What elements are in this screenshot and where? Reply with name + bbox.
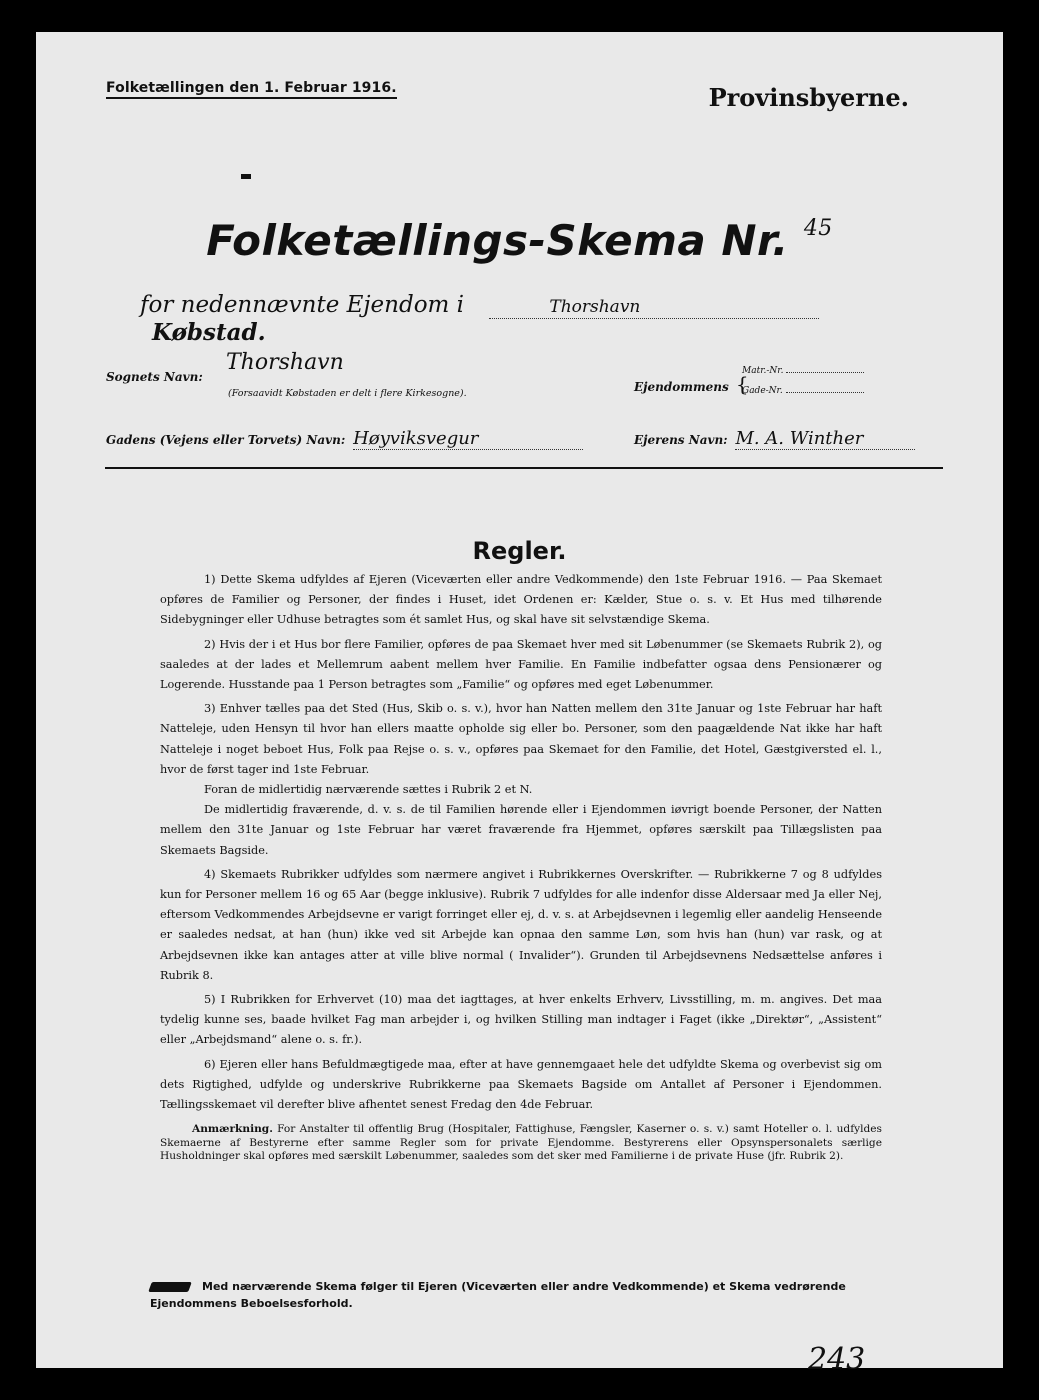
census-form-page <box>36 32 1003 1377</box>
property-place-field <box>489 292 819 319</box>
sogn-label: Sognets Navn: <box>106 370 203 384</box>
rule-1: 1) Dette Skema udfyldes af Ejeren (Viceværten eller andre Vedkommende) den 1ste Februar 1916. — Paa Skemaet opføres de Familier og Personer, der findes i Huset, idet Ordenen er: Kælder, Stue o. s. v. Et Hus med tilhørende Sidebygninger eller Udhuse betragtes som ét samlet Hus, og skal have sit selvstændige Skema. <box>160 573 882 627</box>
divider-line <box>105 467 943 469</box>
header-region: Provinsbyerne. <box>708 83 909 112</box>
pointing-hand-icon <box>148 1282 192 1292</box>
note-paragraph <box>160 1123 882 1164</box>
property-prefix: for nedennævnte Ejendom i <box>140 292 465 318</box>
sogn-value-handwritten: Thorshavn <box>226 350 344 375</box>
property-line <box>140 292 900 346</box>
ejer-value-handwritten: M. A. Winther <box>735 428 864 449</box>
rule-3-absent-note: De midlertidig fraværende, d. v. s. de til Familien hørende eller i Ejendommen iøvrigt boende Personer, der Natten mellem den 31te Januar og 1ste Februar har været fraværende fra Hjemmet, opføres særskilt paa Tillægslisten paa Skemaets Bagside. <box>160 803 882 857</box>
rule-3: 3) Enhver tælles paa det Sted (Hus, Skib o. s. v.), hvor han Natten mellem den 31te Januar og 1ste Februar har haft Natteleje, uden Hensyn til hvor han ellers maatte opholde sig eller bo. Personer, som den paagældende Nat ikke har haft Natteleje i noget beboet Hus, Folk paa Rejse o. s. v., opføres paa Skemaet for den Familie, det Hotel, Gæstgiversted el. l., hvor de først tager ind 1ste Februar. <box>160 702 882 776</box>
rule-2: 2) Hvis der i et Hus bor flere Familier, opføres de paa Skemaet hver med sit Løbenummer (se Skemaets Rubrik 2), og saaledes at der lades et Mellemrum aabent mellem hver Familie. En Familie indbefatter ogsaa dens Pensionærer og Logerende. Husstande paa 1 Person betragtes som „Familie“ og opføres med eget Løbenummer. <box>160 637 882 692</box>
rule-3-n-note: Foran de midlertidig nærværende sættes i Rubrik 2 et N. <box>204 783 533 797</box>
form-title <box>36 216 1003 265</box>
property-place-handwritten: Thorshavn <box>549 297 641 317</box>
note-label: Anmærkning. <box>192 1123 273 1136</box>
gade-row <box>106 428 583 450</box>
rule-6: 6) Ejeren eller hans Befuldmægtigede maa, efter at have gennemgaaet hele det udfyldte Skema og overbevist sig om dets Rigtighed, udfylde og underskrive Rubrikkerne paa Skemaets Bagside om Antallet af Personer i Ejendommen. Tællingsskemaet vil derefter blive afhentet senest Fredag den 4de Februar. <box>160 1057 882 1112</box>
rules-heading: Regler. <box>472 537 567 565</box>
note-text: For Anstalter til offentlig Brug (Hospitaler, Fattighuse, Fængsler, Kaserner o. s. v.) samt Hoteller o. l. udfyldes Skemaerne af Bestyrerne efter samme Regler som for private Ejendomme. Bestyrerens eller Opsynspersonalets særlige Husholdninger skal opføres med særskilt Løbenummer, saaledes som det sker med Familierne i de private Huse (jfr. Rubrik 2). <box>160 1123 882 1163</box>
ejer-label: Ejerens Navn: <box>634 433 728 447</box>
ejendommens-label: Ejendommens { <box>634 372 749 396</box>
sogn-note: (Forsaavidt Købstaden er delt i flere Kirkesogne). <box>228 388 467 399</box>
matr-nr-label: Matr.-Nr. <box>742 366 864 376</box>
form-number-handwritten: 45 <box>803 216 833 241</box>
printed-dash <box>241 174 251 179</box>
matr-nr-field <box>786 372 864 373</box>
rule-5: 5) I Rubrikken for Erhvervet (10) maa det iagttages, at hver enkelts Erhverv, Livsstilling, m. m. angives. Det maa tydelig kunne ses, baade hvilket Fag man arbejder i, og hvilken Stilling man indtager i Faget (ikke „Direktør“, „Assistent“ eller „Arbejdsmand“ alene o. s. fr.). <box>160 993 882 1047</box>
gade-value-field <box>353 428 583 450</box>
sogn-value-field <box>226 350 344 375</box>
property-suffix: Købstad. <box>152 319 266 346</box>
rules-body <box>160 570 882 1164</box>
sogn-row <box>106 370 203 384</box>
gade-nr-label: Gade-Nr. <box>742 386 864 396</box>
page-number-handwritten: 243 <box>808 1342 866 1377</box>
gade-value-handwritten: Høyviksvegur <box>353 428 479 449</box>
rule-4: 4) Skemaets Rubrikker udfyldes som nærmere angivet i Rubrikkernes Overskrifter. — Rubrikkerne 7 og 8 udfyldes kun for Personer mellem 16 og 65 Aar (begge inklusive). Rubrik 7 udfyldes for alle indenfor disse Aldersaar med Ja eller Nej, eftersom Vedkommendes Arbejdsevne er varigt forringet eller ej, d. v. s. at Arbejdsevnen i legemlig eller aandelig Henseende er saaledes nedsat, at han (hun) ikke ved sit Arbejde kan opnaa den samme Løn, som hvis han (hun) var rask, og at Arbejdsevnen ikke kan antages atter at ville blive normal ( Invalider“). Grunden til Arbejdsevnens Nedsættelse anføres i Rubrik 8. <box>160 867 882 982</box>
gade-label: Gadens (Vejens eller Torvets) Navn: <box>106 433 346 447</box>
ejer-value-field <box>735 428 915 450</box>
gade-nr-field <box>786 392 864 393</box>
footer-note <box>150 1278 900 1312</box>
footer-text: Med nærværende Skema følger til Ejeren (Viceværten eller andre Vedkommende) et Skema vedrørende Ejendommens Beboelsesforhold. <box>150 1280 846 1310</box>
form-title-text: Folketællings-Skema Nr. <box>206 216 789 265</box>
ejer-row <box>634 428 915 450</box>
header-census-date: Folketællingen den 1. Februar 1916. <box>106 80 397 99</box>
